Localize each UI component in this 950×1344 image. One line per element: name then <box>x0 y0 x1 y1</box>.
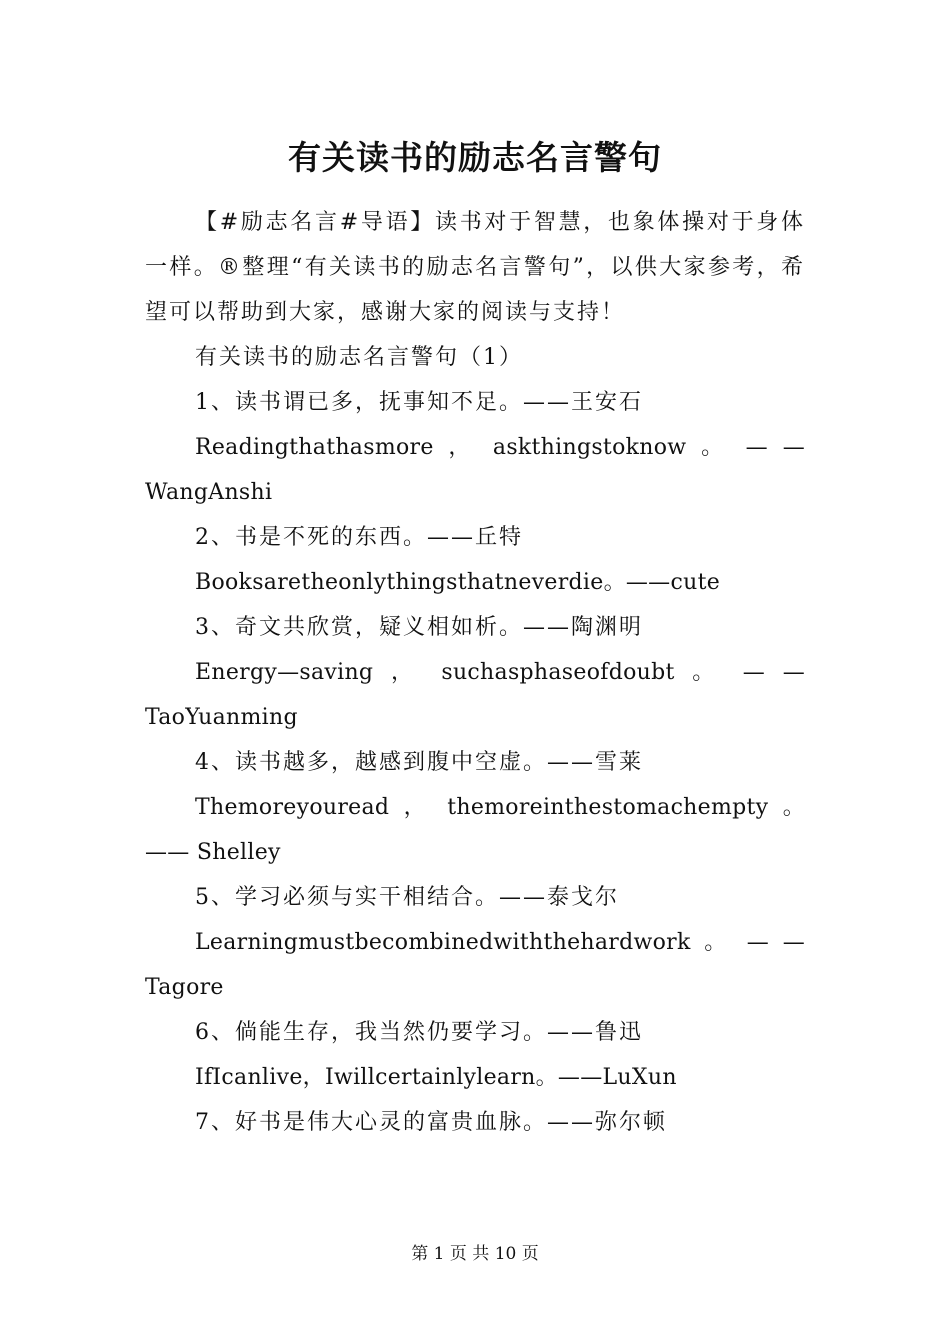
page-footer: 第 1 页 共 10 页 <box>411 1244 539 1264</box>
intro-paragraph: 【#励志名言#导语】读书对于智慧，也象体操对于身体一样。®整理“有关读书的励志名言警句”，以供大家参考，希望可以帮助到大家，感谢大家的阅读与支持！ <box>145 210 805 325</box>
document-title: 有关读书的励志名言警句 <box>288 138 662 177</box>
quote-2-cn: 2、书是不死的东西。——丘特 <box>195 525 523 550</box>
quote-5-en: Learningmustbecombinedwiththehardwork 。 — — Tagore <box>145 930 805 1000</box>
quote-6-cn: 6、倘能生存，我当然仍要学习。——鲁迅 <box>195 1020 643 1045</box>
document-body <box>145 200 805 1145</box>
quote-3-cn: 3、奇文共欣赏，疑义相如析。——陶渊明 <box>195 615 643 640</box>
quote-1-cn: 1、读书谓已多，抚事知不足。——王安石 <box>195 390 643 415</box>
quote-7-cn: 7、好书是伟大心灵的富贵血脉。——弥尔顿 <box>195 1110 667 1135</box>
quote-6-en: IfIcanlive，Iwillcertainlylearn。——LuXun <box>195 1065 677 1090</box>
quote-4-cn: 4、读书越多，越感到腹中空虚。——雪莱 <box>195 750 643 775</box>
quote-4-en: Themoreyouread ， themoreinthestomachempty 。 —— Shelley <box>145 795 805 865</box>
section-heading: 有关读书的励志名言警句（1） <box>195 345 523 370</box>
quote-2-en: Booksaretheonlythingsthatneverdie。——cute <box>195 570 721 595</box>
quote-3-en: Energy—saving ， suchasphaseofdoubt 。 — — TaoYuanming <box>145 660 805 730</box>
quote-1-en: Readingthathasmore ， askthingstoknow 。 — — WangAnshi <box>145 435 805 505</box>
quote-5-cn: 5、学习必须与实干相结合。——泰戈尔 <box>195 885 619 910</box>
